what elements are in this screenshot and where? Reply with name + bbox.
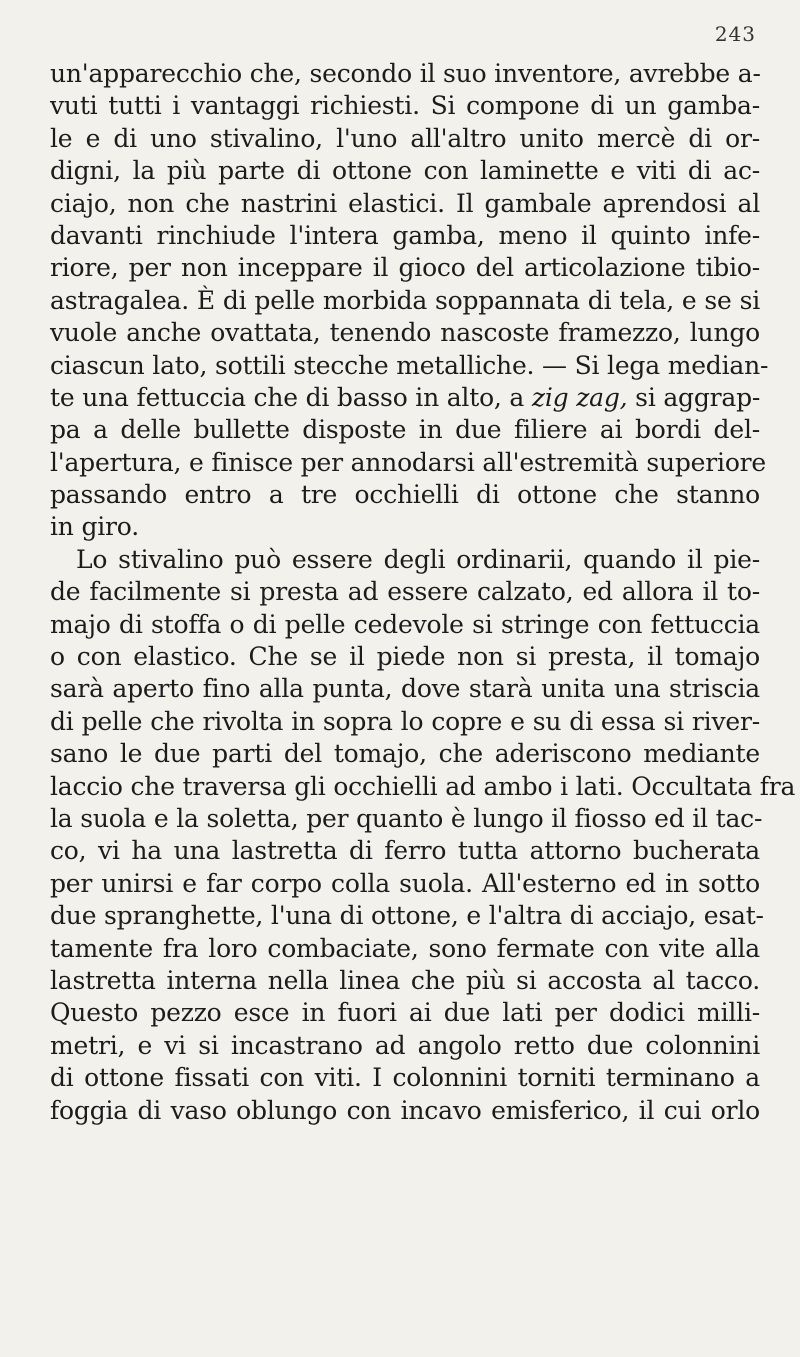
text-line: astragalea. È di pelle morbida soppannata di tela, e se si [50, 285, 760, 315]
text-line-with-italic [50, 382, 760, 414]
italic-term-zig-zag: zig zag, [531, 382, 628, 412]
text-line: la suola e la soletta, per quanto è lungo il fiosso ed il tac- [50, 803, 763, 833]
text-line: Lo stivalino può essere degli ordinarii, quando il pie- [76, 544, 760, 574]
text-line: l'apertura, e finisce per annodarsi all'estremità superiore [50, 447, 767, 477]
text-line: Questo pezzo esce in fuori ai due lati per dodici milli- [50, 998, 760, 1028]
text-line: tamente fra loro combaciate, sono fermate con vite alla [50, 933, 760, 963]
text-line: metri, e vi si incastrano ad angolo retto due colonnini [50, 1030, 760, 1060]
text-line: sarà aperto fino alla punta, dove starà unita una striscia [50, 674, 760, 704]
text-line: o con elastico. Che se il piede non si presta, il tomajo [50, 642, 760, 672]
text-fragment: te una fettuccia che di basso in alto, a [50, 382, 532, 412]
text-line: due spranghette, l'una di ottone, e l'altra di acciajo, esat- [50, 901, 764, 931]
text-line: davanti rinchiude l'intera gamba, meno il quinto infe- [50, 220, 760, 250]
text-line: co, vi ha una lastretta di ferro tutta attorno bucherata [50, 836, 760, 866]
text-line: de facilmente si presta ad essere calzato, ed allora il to- [50, 577, 760, 607]
text-line: pa a delle bullette disposte in due filiere ai bordi del- [50, 415, 760, 445]
text-line: vuti tutti i vantaggi richiesti. Si compone di un gamba- [50, 91, 760, 121]
text-line: vuole anche ovattata, tenendo nascoste framezzo, lungo [50, 318, 760, 348]
text-fragment: si aggrap- [627, 382, 761, 412]
page-number: 243 [714, 22, 756, 46]
text-line: le e di uno stivalino, l'uno all'altro unito mercè di or- [50, 123, 760, 153]
text-line: ciascun lato, sottili stecche metalliche. — Si lega median- [50, 350, 769, 380]
text-line: in giro. [50, 512, 139, 542]
body-text [50, 58, 796, 1127]
text-line: lastretta interna nella linea che più si accosta al tacco. [50, 965, 760, 995]
text-line: riore, per non inceppare il gioco del articolazione tibio- [50, 253, 760, 283]
text-line: laccio che traversa gli occhielli ad ambo i lati. Occultata fra [50, 771, 796, 801]
text-line: foggia di vaso oblungo con incavo emisferico, il cui orlo [50, 1095, 760, 1125]
text-line: per unirsi e far corpo colla suola. All'esterno ed in sotto [50, 868, 760, 898]
text-line: di pelle che rivolta in sopra lo copre e su di essa si river- [50, 706, 760, 736]
text-line: majo di stoffa o di pelle cedevole si stringe con fettuccia [50, 609, 760, 639]
text-line: un'apparecchio che, secondo il suo inventore, avrebbe a- [50, 59, 761, 88]
text-line: passando entro a tre occhielli di ottone che stanno [50, 480, 760, 510]
text-line: digni, la più parte di ottone con laminette e viti di ac- [50, 156, 760, 186]
text-line: di ottone fissati con viti. I colonnini torniti terminano a [50, 1063, 760, 1093]
text-line: sano le due parti del tomajo, che aderiscono mediante [50, 739, 760, 769]
text-line: ciajo, non che nastrini elastici. Il gambale aprendosi al [50, 188, 760, 218]
